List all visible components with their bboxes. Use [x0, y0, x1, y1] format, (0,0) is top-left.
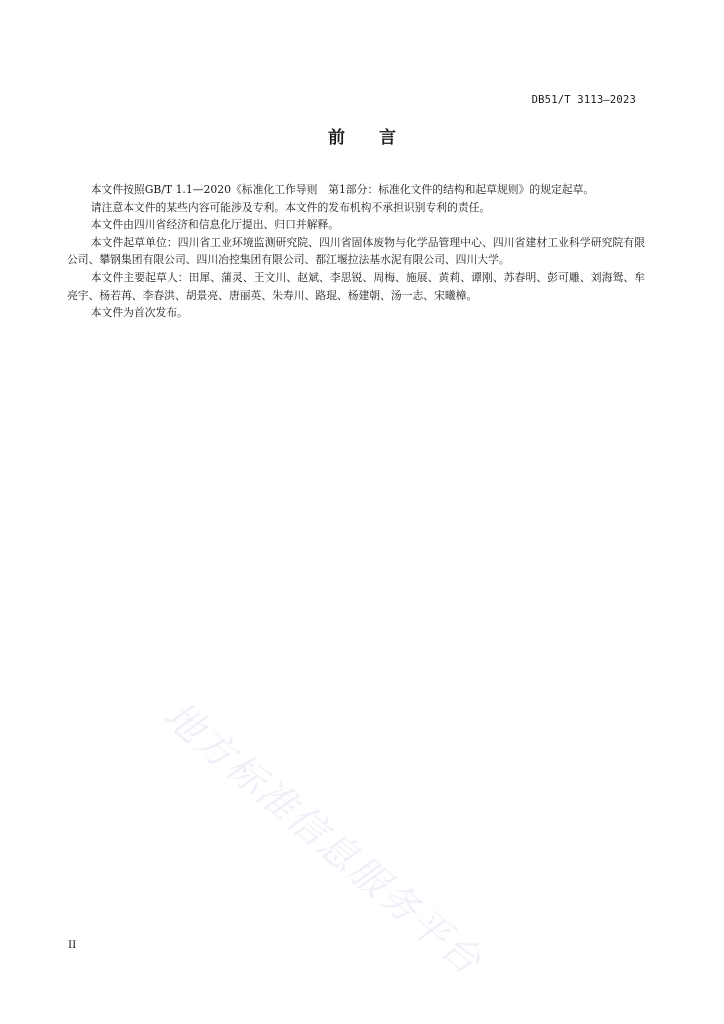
paragraph-drafting-units: 本文件起草单位：四川省工业环境监测研究院、四川省固体废物与化学品管理中心、四川省建材工业科学研究院有限公司、攀钢集团有限公司、四川冶控集团有限公司、都江堰拉法基水泥有限公司、四川大学。: [67, 235, 645, 267]
title-char-2: 言: [379, 128, 396, 148]
watermark: 地方标准信息服务平台: [155, 692, 491, 984]
paragraph-drafters: 本文件主要起草人：田犀、蒲灵、王文川、赵斌、李思锐、周梅、施展、黄莉、谭刚、苏春明、彭可雕、刘海鸳、牟亮宇、杨若苒、李春洪、胡景亮、唐丽英、朱寿川、路琨、杨建朝、汤一志、宋曦樟。: [67, 270, 645, 302]
page-title: [0, 123, 724, 148]
document-code: DB51/T 3113—2023: [531, 94, 636, 106]
title-char-1: 前: [328, 128, 345, 148]
paragraph-drafting-basis: 本文件按照GB/T 1.1—2020《标准化工作导则 第1部分：标准化文件的结构和起草规则》的规定起草。: [90, 183, 595, 196]
foreword-body: [67, 181, 645, 322]
paragraph-first-release: 本文件为首次发布。: [90, 306, 188, 320]
paragraph-proposer: 本文件由四川省经济和信息化厅提出、归口并解释。: [90, 218, 340, 232]
page-number: II: [68, 939, 77, 951]
paragraph-patent-notice: 请注意本文件的某些内容可能涉及专利。本文件的发布机构不承担识别专利的责任。: [90, 200, 491, 214]
